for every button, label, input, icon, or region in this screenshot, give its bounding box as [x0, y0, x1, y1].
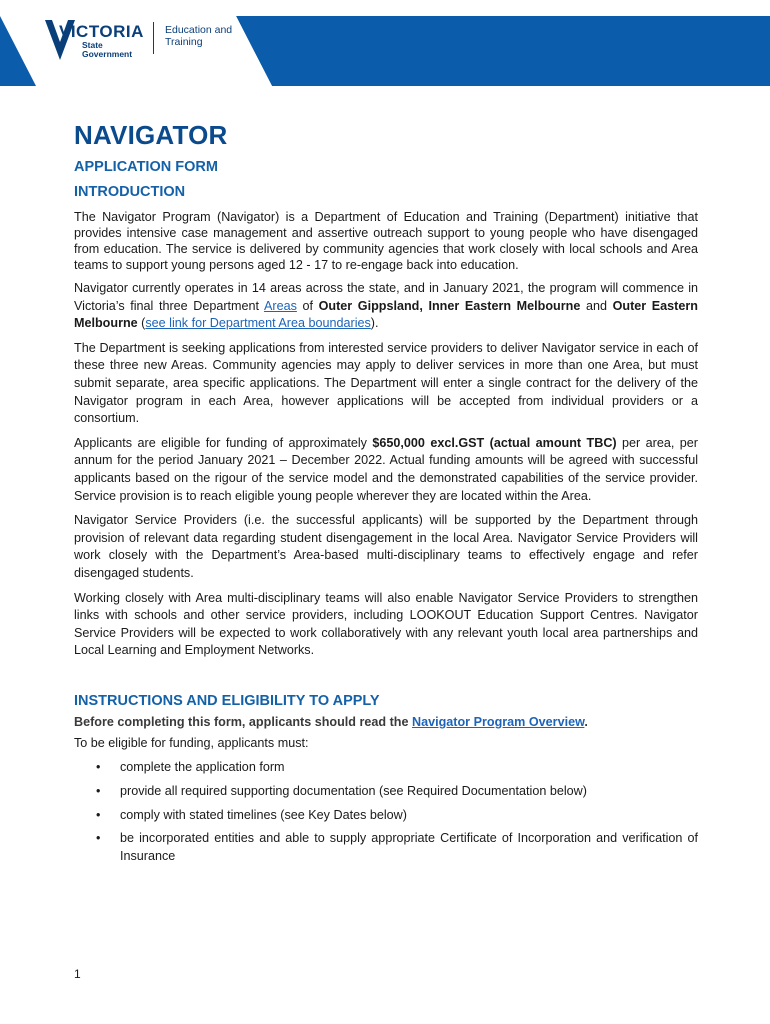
before-text-b: . — [584, 714, 588, 729]
logo-subtitle: State Government — [82, 40, 133, 59]
document-subtitle: APPLICATION FORM — [74, 159, 218, 175]
section-heading-introduction: INTRODUCTION — [74, 184, 186, 200]
list-item-text: complete the application form — [120, 760, 285, 775]
list-item-text: be incorporated entities and able to supply appropriate Certificate of Incorporation and verification of Insurance — [120, 831, 698, 863]
list-item-text: comply with stated timelines (see Key Dates below) — [120, 807, 407, 822]
page-number: 1 — [74, 967, 81, 981]
bullet-icon: • — [96, 831, 101, 846]
paragraph-4 — [74, 435, 698, 505]
list-item — [74, 830, 698, 865]
section-heading-instructions: INSTRUCTIONS AND ELIGIBILITY TO APPLY — [74, 692, 380, 709]
areas-link[interactable]: Areas — [263, 298, 297, 313]
instructions-section — [74, 693, 698, 866]
p2-bold-outer-eastern: Outer Eastern Melbourne — [74, 298, 698, 331]
program-overview-link[interactable]: Navigator Program Overview — [411, 714, 585, 729]
list-item — [74, 759, 698, 777]
department-name: Education and Training — [165, 24, 233, 48]
p2-text-e: ). — [370, 316, 379, 331]
area-boundaries-link[interactable]: see link for Department Area boundaries — [145, 316, 371, 331]
before-text-a: Before completing this form, applicants should read the — [74, 714, 412, 729]
logo-wordmark: VICTORIA — [59, 22, 144, 41]
p4-funding-amount: $650,000 excl.GST (actual amount TBC) — [372, 435, 617, 450]
p4-text-b: per area, per annum for the period January 2021 – December 2022. Actual funding amounts will be agreed with successful applicants based on the rigour of the service model and the demonstrated capabilities of the service provider. Service provision is to reach eligible young people wherever they are located within the Area. — [74, 435, 698, 503]
p2-text-b: of — [296, 298, 319, 313]
bullet-icon: • — [96, 760, 101, 775]
introduction-section — [74, 209, 698, 660]
p2-text-a: Navigator currently operates in 14 areas across the state, and in January 2021, the program will commence in Victoria’s final three Department — [74, 281, 698, 313]
document-title: NAVIGATOR — [74, 120, 228, 150]
p2-text-c: and — [580, 298, 613, 313]
p2-bold-areas: Outer Gippsland, Inner Eastern Melbourne — [318, 298, 581, 313]
list-item — [74, 783, 698, 801]
eligibility-list — [74, 759, 698, 865]
paragraph-5: Navigator Service Providers (i.e. the successful applicants) will be supported by the Department through provision of relevant data regarding student disengagement in the local Area. Navigator Service Providers will work closely with the Department’s Area-based multi-disciplinary teams to effectively engage and refer disengaged students. — [74, 513, 698, 580]
paragraph-1: The Navigator Program (Navigator) is a Department of Education and Training (Department) initiative that provides intensive case management and assertive outreach support to young people who have disengaged from education. The service is delivered by community agencies that work closely with local schools and Area teams to support young persons aged 12 - 17 to re-engage back into education. — [74, 210, 698, 272]
paragraph-6: Working closely with Area multi-disciplinary teams will also enable Navigator Service Providers to strengthen links with schools and other service providers, including LOOKOUT Education Support Centres. Navigator Service Providers will be expected to work collaboratively with any relevant youth local area partnerships and Local Learning and Employment Networks. — [74, 590, 698, 658]
p2-text-d: ( — [137, 316, 146, 331]
before-completing-note — [74, 715, 698, 729]
paragraph-3: The Department is seeking applications from interested service providers to deliver Navigator service in each of these three new Areas. Community agencies may apply to deliver services in more than one Area, but must submit separate, area specific applications. The Department will enter a single contract for the delivery of the Navigator program in each Area, however applications will be accepted from individual providers or a consortium. — [74, 340, 698, 426]
document-body — [74, 120, 698, 871]
list-item-text: provide all required supporting documentation (see Required Documentation below) — [120, 784, 587, 799]
eligibility-intro: To be eligible for funding, applicants must: — [74, 735, 309, 750]
paragraph-2 — [74, 280, 698, 333]
list-item — [74, 807, 698, 825]
bullet-icon: • — [96, 807, 101, 822]
bullet-icon: • — [96, 784, 101, 799]
logo-divider — [153, 22, 154, 54]
p4-text-a: Applicants are eligible for funding of approximately — [74, 435, 373, 450]
